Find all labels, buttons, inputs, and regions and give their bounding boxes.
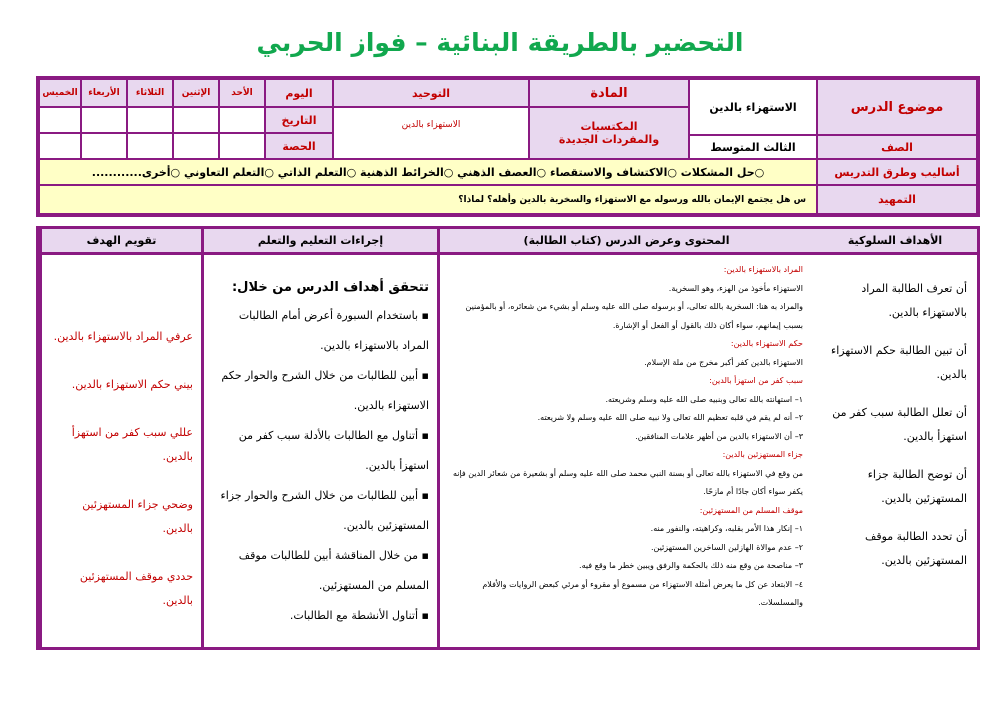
content-line: الاستهزاء بالدين كفر أكبر مخرج من ملة الإسلام. xyxy=(644,357,803,367)
topic-label: موضوع الدرس xyxy=(817,79,977,135)
goal-item: أن تحدد الطالبة موقف المستهزئين بالدين. xyxy=(864,530,967,567)
grade-value: الثالث المتوسط xyxy=(689,135,817,159)
content-line: جزاء المستهزئين بالدين: xyxy=(722,450,803,459)
content-column xyxy=(437,229,813,647)
lesson-info-table xyxy=(36,76,980,217)
goal-item: أن تبين الطالبة حكم الاستهزاء بالدين. xyxy=(831,344,967,381)
content-line: حكم الاستهزاء بالدين: xyxy=(730,339,803,348)
content-line: ٤– الابتعاد عن كل ما يعرض أمثلة الاستهزاء من مسموع أو مقروء أو مرئي كبعض الروايات والأفلام xyxy=(482,579,803,589)
date-cell[interactable] xyxy=(173,107,219,133)
vocab-label: المكتسبات والمفردات الجديدة xyxy=(529,107,689,159)
period-cell[interactable] xyxy=(219,133,265,159)
day-wed: الأربعاء xyxy=(81,79,127,107)
procedure-item: ▪ باستخدام السبورة أعرض أمام الطالبات المراد بالاستهزاء بالدين. xyxy=(238,309,429,352)
day-sun: الأحد xyxy=(219,79,265,107)
content-line: المراد بالاستهزاء بالدين: xyxy=(723,265,803,274)
methods-label: أساليب وطرق التدريس xyxy=(817,159,977,185)
content-line: بسبب إيمانهم، سواء أكان ذلك بالقول أو الفعل أو الإشارة. xyxy=(612,320,803,330)
day-mon: الإثنين xyxy=(173,79,219,107)
content-header: المحتوى وعرض الدرس (كتاب الطالبة) xyxy=(440,229,813,255)
content-line: ١– استهانته بالله تعالى وبنبيه صلى الله عليه وسلم وشريعته. xyxy=(605,394,803,404)
date-cell[interactable] xyxy=(39,107,81,133)
evaluation-item: عللي سبب كفر من استهزأ بالدين. xyxy=(71,426,193,463)
evaluation-item: بيني حكم الاستهزاء بالدين. xyxy=(71,378,193,391)
subject-label: المادة xyxy=(529,79,689,107)
goals-header: الأهداف السلوكية xyxy=(813,229,977,255)
subject-value: التوحيد xyxy=(333,79,529,107)
lesson-body-table xyxy=(36,226,980,650)
vocab-value: الاستهزاء بالدين xyxy=(333,107,529,159)
procedures-header: إجراءات التعليم والتعلم xyxy=(204,229,437,255)
procedure-item: ▪ أبين للطالبات من خلال الشرح والحوار جزاء المستهزئين بالدين. xyxy=(220,489,429,532)
topic-value: الاستهزاء بالدين xyxy=(689,79,817,135)
goal-item: أن توضح الطالبة جزاء المستهزئين بالدين. xyxy=(867,468,967,505)
content-line: الاستهزاء مأخوذ من الهزء، وهو السخرية. xyxy=(668,283,803,293)
day-thu: الخميس xyxy=(39,79,81,107)
content-line: يكفر سواء أكان جادًا أم مازحًا. xyxy=(703,487,803,496)
content-line: من وقع في الاستهزاء بالله تعالى أو بسنة النبي محمد صلى الله عليه وسلم أو بشعيرة من شعائر الدين فإنه xyxy=(452,468,803,478)
procedure-item: ▪ أبين للطالبات من خلال الشرح والحوار حكم الاستهزاء بالدين. xyxy=(221,369,429,412)
evaluation-item: وضحي جزاء المستهزئين بالدين. xyxy=(82,498,193,535)
procedures-heading: تتحقق أهداف الدرس من خلال: xyxy=(231,280,429,295)
procedure-item: ▪ أتناول مع الطالبات بالأدلة سبب كفر من استهزأ بالدين. xyxy=(238,429,429,472)
date-cell[interactable] xyxy=(219,107,265,133)
methods-value: ○حل المشكلات ○الاكتشاف والاستقصاء ○العصف الذهني ○الخرائط الذهنية ○التعلم الذاتي ○التعلم التعاوني ○أخرى............ xyxy=(39,159,817,185)
period-label: الحصة xyxy=(265,133,333,159)
content-line: سبب كفر من استهزأ بالدين: xyxy=(709,376,803,385)
page-title: التحضير بالطريقة البنائية – فواز الحربي xyxy=(256,28,744,57)
date-label: التاريخ xyxy=(265,107,333,133)
goals-column xyxy=(813,229,977,647)
period-cell[interactable] xyxy=(81,133,127,159)
procedure-item: ▪ أتناول الأنشطة مع الطالبات. xyxy=(289,609,429,622)
period-cell[interactable] xyxy=(39,133,81,159)
day-label: اليوم xyxy=(265,79,333,107)
evaluation-item: عرفي المراد بالاستهزاء بالدين. xyxy=(53,330,193,343)
date-cell[interactable] xyxy=(81,107,127,133)
evaluation-item: حددي موقف المستهزئين بالدين. xyxy=(79,570,193,607)
content-line: ٣– أن الاستهزاء بالدين من أظهر علامات المنافقين. xyxy=(635,431,803,441)
evaluation-column xyxy=(39,229,201,647)
content-line: ٢– أنه لم يقم في قلبه تعظيم الله تعالى ولا نبيه صلى الله عليه وسلم ولا شريعته. xyxy=(537,413,803,422)
content-line: ٣– مناصحة من وقع منه ذلك بالحكمة والرفق ويبين خطر ما وقع فيه. xyxy=(579,561,803,570)
grade-label: الصف xyxy=(817,135,977,159)
content-line: ٢– عدم موالاة الهازلين الساخرين المستهزئين. xyxy=(650,542,803,552)
content-line: موقف المسلم من المستهزئين: xyxy=(699,505,803,515)
procedures-column xyxy=(201,229,437,647)
period-cell[interactable] xyxy=(127,133,173,159)
procedure-item: ▪ من خلال المناقشة أبين للطالبات موقف المسلم من المستهزئين. xyxy=(238,549,429,592)
content-body xyxy=(440,255,813,647)
content-line: والمراد به هنا: السخرية بالله تعالى، أو برسوله صلى الله عليه وسلم أو بشيء من شعائره، أو بالمؤمنين xyxy=(465,302,803,311)
period-cell[interactable] xyxy=(173,133,219,159)
day-tue: الثلاثاء xyxy=(127,79,173,107)
content-line: والمسلسلات. xyxy=(758,598,803,607)
evaluation-header: تقويم الهدف xyxy=(42,229,201,255)
goal-item: أن تعلل الطالبة سبب كفر من استهزأ بالدين. xyxy=(832,406,967,443)
intro-label: التمهيد xyxy=(817,185,977,214)
goal-item: أن تعرف الطالبة المراد بالاستهزاء بالدين. xyxy=(861,282,967,319)
intro-value: س هل يجتمع الإيمان بالله ورسوله مع الاستهزاء والسخرية بالدين وأهله؟ لماذا؟ xyxy=(39,185,817,214)
date-cell[interactable] xyxy=(127,107,173,133)
content-line: ١– إنكار هذا الأمر بقلبه، وكراهيته، والنفور منه. xyxy=(650,524,803,533)
